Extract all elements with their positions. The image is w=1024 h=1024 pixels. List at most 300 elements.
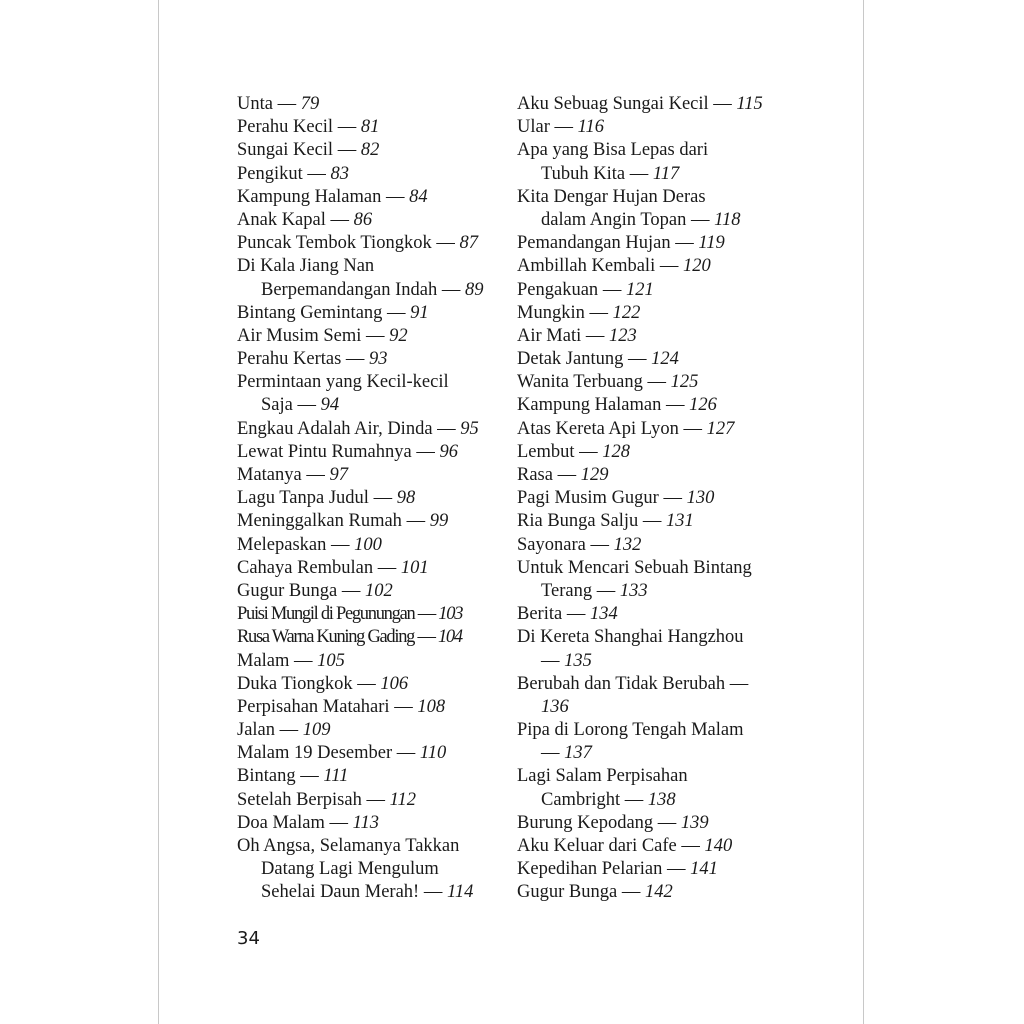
toc-entry-title: Ria Bunga Salju bbox=[517, 511, 639, 532]
toc-dash: — bbox=[302, 163, 331, 184]
toc-entry-line bbox=[237, 255, 499, 278]
toc-entry-line bbox=[237, 603, 499, 626]
toc-dash: — bbox=[389, 696, 418, 717]
toc-dash: — bbox=[642, 372, 671, 393]
toc-entry-title: Malam bbox=[237, 650, 290, 671]
toc-page-number: 139 bbox=[680, 812, 709, 833]
toc-entry-title: Gugur Bunga bbox=[237, 580, 338, 601]
toc-entry-title: Puncak Tembok Tiongkok bbox=[237, 233, 432, 254]
toc-dash: — bbox=[411, 441, 440, 462]
toc-page-number: 125 bbox=[670, 372, 699, 393]
toc-entry-title: Bintang bbox=[237, 766, 296, 787]
toc-entry-title: Air Musim Semi bbox=[237, 325, 362, 346]
toc-entry-line bbox=[237, 765, 499, 788]
toc-dash: — bbox=[295, 766, 324, 787]
toc-page-number: 115 bbox=[736, 94, 763, 114]
toc-dash: — bbox=[678, 418, 707, 439]
toc-dash: — bbox=[361, 789, 390, 810]
toc-entry-title: Kita Dengar Hujan Deras bbox=[517, 186, 706, 207]
toc-dash: — bbox=[655, 256, 683, 277]
toc-entry-title: Lagi Salam Perpisahan bbox=[517, 766, 688, 787]
page-number: 34 bbox=[237, 928, 260, 949]
toc-entry bbox=[517, 139, 779, 185]
toc-page-number: 99 bbox=[429, 511, 449, 532]
toc-page-number: 124 bbox=[651, 349, 679, 370]
toc-entry bbox=[237, 696, 499, 719]
toc-page-number: 89 bbox=[464, 279, 484, 300]
toc-dash: — bbox=[381, 186, 410, 207]
toc-page-number: 117 bbox=[652, 163, 680, 184]
toc-entry-line bbox=[517, 348, 779, 371]
toc-entry bbox=[237, 232, 499, 255]
toc-page-number: 109 bbox=[302, 720, 331, 741]
toc-entry-title: Sungai Kecil bbox=[237, 140, 334, 161]
toc-entry bbox=[517, 812, 779, 835]
toc-entry bbox=[517, 394, 779, 417]
toc-entry-title: Lewat Pintu Rumahnya bbox=[237, 441, 412, 462]
toc-dash: — bbox=[414, 627, 438, 648]
toc-entry-line bbox=[237, 650, 499, 673]
toc-page-number: 121 bbox=[625, 279, 654, 300]
toc-entry-line bbox=[237, 534, 499, 557]
toc-page-number: 127 bbox=[706, 418, 735, 439]
toc-dash: — bbox=[598, 279, 626, 300]
toc-entry-title: Gugur Bunga bbox=[517, 882, 618, 903]
toc-entry-line bbox=[237, 580, 499, 603]
toc-entry-line bbox=[517, 441, 779, 464]
toc-entry bbox=[517, 858, 779, 881]
toc-entry-title: Pengikut bbox=[237, 163, 303, 184]
toc-entry-line bbox=[237, 696, 499, 719]
toc-dash: — bbox=[414, 604, 439, 625]
toc-page-number: 83 bbox=[330, 163, 350, 184]
toc-page-number: 94 bbox=[320, 395, 340, 416]
toc-page-number: 116 bbox=[577, 117, 605, 138]
toc-dash: — bbox=[708, 94, 737, 114]
toc-entry-line bbox=[237, 742, 499, 765]
toc-entry-title: Jalan bbox=[237, 720, 276, 741]
toc-entry-line bbox=[237, 325, 499, 348]
toc-entry-title: Sehelai Daun Merah! bbox=[261, 882, 420, 903]
toc-dash: — bbox=[623, 349, 652, 370]
toc-page-number: 113 bbox=[352, 812, 379, 833]
toc-page-number: 134 bbox=[589, 604, 618, 625]
toc-entry-line bbox=[517, 139, 779, 162]
toc-dash: — bbox=[341, 349, 370, 370]
toc-entry-title: Tubuh Kita bbox=[541, 163, 626, 184]
toc-page-number: 136 bbox=[541, 696, 569, 717]
toc-page-number: 128 bbox=[602, 441, 631, 462]
toc-entry bbox=[517, 557, 779, 603]
toc-entry-line bbox=[517, 534, 779, 557]
toc-entry-title: Perahu Kecil bbox=[237, 117, 334, 138]
toc-dash: — bbox=[620, 789, 648, 810]
toc-entry-line bbox=[237, 858, 499, 881]
toc-entry-line bbox=[237, 279, 499, 302]
toc-dash: — bbox=[541, 743, 565, 764]
toc-entry bbox=[237, 302, 499, 325]
toc-entry-title: Pipa di Lorong Tengah Malam bbox=[517, 720, 744, 741]
toc-entry-title: dalam Angin Topan bbox=[541, 209, 687, 230]
toc-entry bbox=[237, 464, 499, 487]
toc-page-number: 112 bbox=[389, 789, 416, 810]
toc-entry bbox=[237, 441, 499, 464]
toc-entry-line bbox=[517, 163, 779, 186]
toc-entry-line bbox=[237, 348, 499, 371]
toc-dash: — bbox=[292, 395, 321, 416]
toc-entry bbox=[517, 232, 779, 255]
toc-dash: — bbox=[333, 117, 361, 138]
toc-page-number: 123 bbox=[608, 325, 637, 346]
toc-entry-title: Doa Malam bbox=[237, 812, 325, 833]
toc-dash: — bbox=[658, 488, 687, 509]
toc-entry bbox=[517, 603, 779, 626]
toc-entry-title: Lagu Tanpa Judul bbox=[237, 488, 369, 509]
toc-dash: — bbox=[638, 511, 667, 532]
toc-entry-title: Aku Sebuag Sungai Kecil bbox=[517, 94, 709, 114]
toc-dash: — bbox=[361, 325, 390, 346]
toc-dash: — bbox=[392, 743, 420, 764]
toc-entry-title: Berita bbox=[517, 604, 563, 625]
toc-page-number: 108 bbox=[417, 696, 446, 717]
toc-dash: — bbox=[368, 488, 397, 509]
toc-entry bbox=[237, 603, 499, 626]
toc-entry-line bbox=[237, 232, 499, 255]
toc-entry bbox=[517, 279, 779, 302]
toc-dash: — bbox=[592, 580, 620, 601]
toc-dash: — bbox=[574, 441, 603, 462]
toc-page-number: 82 bbox=[360, 140, 380, 161]
toc-entry bbox=[237, 812, 499, 835]
toc-page-number: 103 bbox=[438, 604, 463, 625]
toc-entry bbox=[237, 719, 499, 742]
toc-page-number: 95 bbox=[460, 418, 479, 439]
toc-entry-line bbox=[517, 418, 779, 441]
toc-entry-line bbox=[237, 186, 499, 209]
toc-entry bbox=[237, 626, 499, 649]
toc-entry bbox=[517, 881, 779, 904]
toc-entry-line bbox=[517, 325, 779, 348]
toc-entry-title: Rasa bbox=[517, 465, 553, 485]
toc-entry-line bbox=[237, 441, 499, 464]
toc-entry bbox=[237, 534, 499, 557]
toc-entry bbox=[237, 348, 499, 371]
toc-entry-title: Di Kala Jiang Nan bbox=[237, 256, 375, 277]
toc-entry-line bbox=[237, 789, 499, 812]
toc-entry-line bbox=[237, 163, 499, 186]
toc-entry-title: Anak Kapal bbox=[237, 209, 326, 230]
toc-entry-title: Perpisahan Matahari bbox=[237, 696, 390, 717]
toc-entry-line bbox=[517, 673, 779, 696]
toc-page-number: 86 bbox=[353, 209, 373, 230]
toc-entry-line bbox=[517, 116, 779, 139]
toc-entry bbox=[237, 487, 499, 510]
toc-entry-line bbox=[517, 394, 779, 417]
toc-entry-line bbox=[237, 371, 499, 394]
toc-entry bbox=[517, 464, 779, 487]
toc-page-number: 132 bbox=[613, 534, 642, 555]
toc-dash: — bbox=[584, 302, 613, 323]
toc-dash: — bbox=[333, 140, 361, 161]
toc-entry-line bbox=[517, 464, 779, 487]
toc-page-number: 110 bbox=[419, 743, 447, 764]
toc-entry-line bbox=[517, 255, 779, 278]
toc-entry-title: Duka Tiongkok bbox=[237, 673, 353, 694]
toc-entry-line bbox=[517, 186, 779, 209]
toc-dash: — bbox=[419, 882, 447, 903]
toc-entry bbox=[237, 765, 499, 788]
toc-entry-line bbox=[517, 302, 779, 325]
toc-dash: — bbox=[670, 233, 699, 254]
toc-page-number: 91 bbox=[410, 302, 429, 323]
toc-entry-line bbox=[517, 696, 779, 719]
toc-entry-title: Aku Keluar dari Cafe bbox=[517, 836, 677, 856]
toc-entry-line bbox=[517, 557, 779, 580]
toc-dash: — bbox=[585, 534, 614, 555]
toc-entry bbox=[237, 510, 499, 533]
toc-entry-title: Puisi Mungil di Pegunungan bbox=[237, 604, 415, 625]
toc-entry-line bbox=[237, 510, 499, 533]
toc-entry bbox=[237, 789, 499, 812]
toc-page-number: 131 bbox=[666, 511, 694, 532]
toc-entry bbox=[517, 626, 779, 672]
toc-dash: — bbox=[325, 209, 354, 230]
toc-page-number: 126 bbox=[689, 395, 717, 416]
toc-page-number: 133 bbox=[619, 580, 648, 601]
toc-page-number: 120 bbox=[682, 256, 711, 277]
toc-entry-line bbox=[517, 371, 779, 394]
toc-entry-title: Pengakuan bbox=[517, 279, 599, 300]
toc-entry-line bbox=[517, 789, 779, 812]
toc-page-number: 114 bbox=[446, 882, 474, 903]
toc-entry bbox=[517, 186, 779, 232]
toc-entry-title: Pagi Musim Gugur bbox=[517, 488, 659, 509]
toc-entry bbox=[517, 418, 779, 441]
toc-page-number: 138 bbox=[647, 789, 676, 810]
toc-entry bbox=[517, 371, 779, 394]
toc-page-number: 135 bbox=[564, 650, 592, 671]
toc-dash: — bbox=[431, 233, 460, 254]
toc-entry-title: Saja bbox=[261, 395, 293, 416]
toc-entry bbox=[237, 557, 499, 580]
toc-dash: — bbox=[373, 557, 401, 578]
toc-dash: — bbox=[437, 279, 465, 300]
toc-entry-line bbox=[517, 881, 779, 904]
toc-entry-line bbox=[237, 302, 499, 325]
toc-entry-title: Di Kereta Shanghai Hangzhou bbox=[517, 627, 744, 648]
toc-entry bbox=[237, 186, 499, 209]
toc-page-number: 141 bbox=[690, 859, 718, 880]
toc-page-number: 142 bbox=[644, 882, 673, 903]
toc-dash: — bbox=[401, 511, 430, 532]
toc-entry-title: Melepaskan bbox=[237, 534, 327, 555]
toc-page-number: 96 bbox=[439, 441, 458, 462]
toc-page-number: 140 bbox=[704, 836, 733, 856]
toc-entry bbox=[237, 835, 499, 905]
toc-entry-line bbox=[237, 418, 499, 441]
toc-entry-title: Meninggalkan Rumah bbox=[237, 511, 402, 532]
toc-page-number: 84 bbox=[409, 186, 428, 207]
toc-entry bbox=[517, 255, 779, 278]
toc-entry-title: Unta bbox=[237, 94, 273, 114]
toc-entry-title: Apa yang Bisa Lepas dari bbox=[517, 140, 709, 161]
toc-entry-title: Lembut bbox=[517, 441, 575, 462]
toc-entry-line bbox=[517, 603, 779, 626]
toc-entry-title: Ular bbox=[517, 117, 550, 138]
toc-entry-title: Atas Kereta Api Lyon bbox=[517, 418, 679, 439]
toc-dash: — bbox=[653, 812, 681, 833]
toc-entry-line bbox=[237, 93, 499, 116]
toc-dash: — bbox=[562, 604, 590, 625]
toc-page-number: 105 bbox=[317, 650, 345, 671]
toc-entry bbox=[237, 93, 499, 116]
toc-entry bbox=[517, 765, 779, 811]
toc-entry-line bbox=[237, 557, 499, 580]
toc-dash: — bbox=[272, 94, 301, 114]
toc-entry-line bbox=[517, 279, 779, 302]
toc-entry-title: Bintang Gemintang bbox=[237, 302, 383, 323]
toc-entry-line bbox=[237, 719, 499, 742]
toc-entry-title: Cambright bbox=[541, 789, 621, 810]
toc-page-number: 102 bbox=[364, 580, 393, 601]
toc-entry bbox=[237, 116, 499, 139]
toc-entry bbox=[517, 348, 779, 371]
toc-entry-title: Berpemandangan Indah bbox=[261, 279, 438, 300]
toc-entry-line bbox=[517, 812, 779, 835]
toc-page-number: 101 bbox=[400, 557, 429, 578]
toc-entry bbox=[517, 835, 779, 858]
toc-entry-line bbox=[237, 812, 499, 835]
toc-entry-line bbox=[237, 209, 499, 232]
toc-entry-line bbox=[237, 626, 499, 649]
toc-entry-title: Pemandangan Hujan bbox=[517, 233, 671, 254]
toc-entry-line bbox=[237, 487, 499, 510]
toc-entry-line bbox=[517, 835, 779, 858]
toc-entry bbox=[237, 650, 499, 673]
toc-page-number: 111 bbox=[323, 766, 349, 787]
toc-page-number: 98 bbox=[396, 488, 416, 509]
toc-right-column bbox=[517, 93, 779, 905]
toc-dash: — bbox=[324, 812, 353, 833]
toc-entry-line bbox=[517, 858, 779, 881]
toc-entry-line bbox=[517, 232, 779, 255]
toc-entry bbox=[237, 673, 499, 696]
toc-entry-title: Burung Kepodang bbox=[517, 812, 654, 833]
toc-page-number: 81 bbox=[360, 117, 380, 138]
toc-page-number: 104 bbox=[437, 627, 462, 648]
toc-entry-line bbox=[237, 881, 499, 904]
toc-entry-title: Untuk Mencari Sebuah Bintang bbox=[517, 557, 752, 578]
toc-page-number: 130 bbox=[686, 488, 715, 509]
toc-entry-line bbox=[517, 765, 779, 788]
toc-entry-title: Setelah Berpisah bbox=[237, 789, 362, 810]
toc-entry-line bbox=[517, 742, 779, 765]
toc-entry-title: Mungkin bbox=[517, 302, 585, 323]
toc-entry bbox=[517, 510, 779, 533]
toc-dash: — bbox=[617, 882, 645, 903]
toc-entry-line bbox=[237, 835, 499, 858]
toc-entry bbox=[237, 209, 499, 232]
toc-entry-line bbox=[237, 464, 499, 487]
toc-entry-title: Datang Lagi Mengulum bbox=[261, 859, 439, 880]
toc-entry-line bbox=[517, 580, 779, 603]
toc-entry-title: Kampung Halaman bbox=[237, 186, 382, 207]
toc-entry-line bbox=[517, 719, 779, 742]
toc-page-number: 118 bbox=[714, 209, 741, 230]
toc-entry-title: Engkau Adalah Air, Dinda bbox=[237, 418, 433, 439]
toc-dash: — bbox=[382, 302, 411, 323]
toc-dash: — bbox=[686, 209, 715, 230]
toc-page-number: 93 bbox=[369, 349, 388, 370]
toc-entry-title: Kepedihan Pelarian bbox=[517, 859, 663, 880]
toc-dash: — bbox=[289, 650, 318, 671]
toc-entry-title: Rusa Warna Kuning Gading bbox=[237, 627, 415, 648]
toc-page-number: 87 bbox=[459, 233, 478, 254]
toc-entry-title: Malam 19 Desember bbox=[237, 743, 393, 764]
toc-entry bbox=[517, 441, 779, 464]
toc-dash: — bbox=[541, 650, 565, 671]
toc-entry-title: Terang bbox=[541, 580, 593, 601]
toc-page-number: 106 bbox=[380, 673, 409, 694]
toc-entry bbox=[237, 255, 499, 301]
toc-entry-line bbox=[237, 116, 499, 139]
toc-entry-line bbox=[237, 673, 499, 696]
toc-entry bbox=[237, 371, 499, 417]
toc-entry-line bbox=[517, 626, 779, 649]
toc-entry bbox=[517, 673, 779, 719]
toc-entry bbox=[237, 742, 499, 765]
toc-entry-title: Wanita Terbuang bbox=[517, 372, 643, 393]
toc-entry bbox=[517, 534, 779, 557]
toc-page-number: 92 bbox=[389, 325, 408, 346]
toc-entry bbox=[517, 487, 779, 510]
toc-entry-line bbox=[517, 93, 779, 116]
toc-entry bbox=[517, 116, 779, 139]
toc-page-number: 79 bbox=[300, 94, 320, 114]
toc-dash: — bbox=[352, 673, 381, 694]
toc-entry bbox=[237, 139, 499, 162]
toc-entry bbox=[517, 93, 779, 116]
toc-entry bbox=[237, 580, 499, 603]
toc-entry bbox=[237, 163, 499, 186]
toc-dash: — bbox=[625, 163, 653, 184]
toc-page-number: 119 bbox=[698, 233, 725, 254]
toc-entry-line bbox=[517, 650, 779, 673]
toc-entry-line bbox=[517, 510, 779, 533]
toc-entry-title: Kampung Halaman bbox=[517, 395, 662, 416]
toc-page-number: 137 bbox=[564, 743, 592, 764]
toc-entry bbox=[517, 302, 779, 325]
toc-dash: — bbox=[662, 859, 691, 880]
toc-entry-title: Oh Angsa, Selamanya Takkan bbox=[237, 836, 460, 856]
toc-dash: — bbox=[301, 465, 330, 485]
toc-entry-title: Permintaan yang Kecil-kecil bbox=[237, 372, 449, 393]
toc-entry-line bbox=[517, 209, 779, 232]
toc-dash: — bbox=[549, 117, 578, 138]
toc-entry bbox=[237, 325, 499, 348]
toc-dash: — bbox=[661, 395, 690, 416]
toc-entry-title: Ambillah Kembali bbox=[517, 256, 656, 277]
toc-dash: — bbox=[275, 720, 303, 741]
toc-entry bbox=[517, 719, 779, 765]
toc-entry-title: Air Mati bbox=[517, 325, 582, 346]
toc-entry-line bbox=[237, 139, 499, 162]
toc-entry bbox=[517, 325, 779, 348]
toc-dash: — bbox=[337, 580, 365, 601]
toc-entry bbox=[237, 418, 499, 441]
toc-dash: — bbox=[552, 465, 581, 485]
toc-dash: — bbox=[432, 418, 461, 439]
